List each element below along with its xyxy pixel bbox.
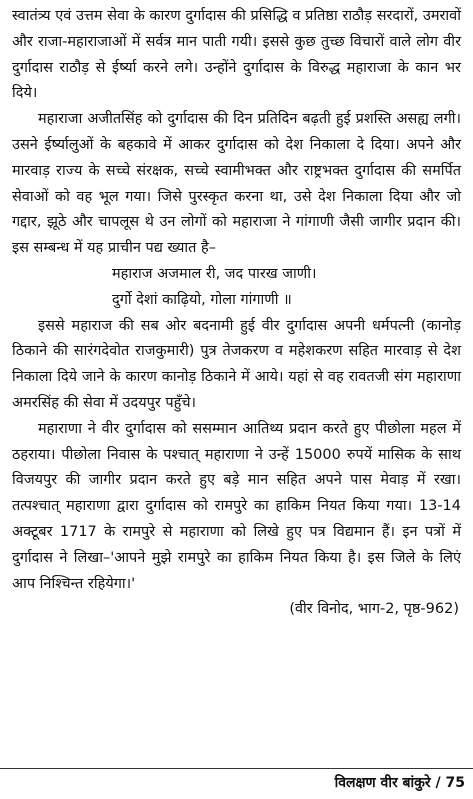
citation: (वीर विनोद, भाग-2, पृष्ठ-962) (289, 601, 459, 618)
footer-divider (0, 768, 473, 769)
body-text (12, 4, 461, 262)
paragraph-4: महाराणा ने वीर दुर्गादास को ससम्मान आतिथ्य प्रदान करते हुए पीछोला महल में ठहराया। पीछोला निवास के पश्चात् महाराणा ने उन्हें 15000 रुपयें मासिक के साथ विजयपुर की जागीर प्रदान करते हुए बड़े मान सहित अपने पास मेवाड़ में रखा। तत्पश्चात् महाराणा द्वारा दुर्गादास को रामपुरे का हाकिम नियत किया गया। 13-14 अक्टूबर 1717 के रामपुरे से महाराणा को लिखे हुए पत्र विद्यमान हैं। इन पत्रों में दुर्गादास ने लिखा–'आपने मुझे रामपुरे का हाकिम नियत किया है। इस जिले के लिएं आप निश्चिन्त रहियेगा।' (12, 420, 461, 592)
footer-separator: / (430, 775, 446, 791)
paragraph-2: महाराजा अजीतसिंह को दुर्गादास की दिन प्रतिदिन बढ़ती हुई प्रशस्ति असह्य लगी। उसने ईर्ष्यालुओं के बहकावे में आकर दुर्गादास को देश निकाला दे दिया। अपने और मारवाड़ राज्य के सच्चे संरक्षक, सच्चे स्वामीभक्त और राष्ट्रभक्त दुर्गादास की समर्पित सेवाओं को वह भूल गया। जिसे पुरस्कृत करना था, उसे देश निकाला दिया और जो गद्दार, झूठे और चापलूस थे उन लोगों को महाराजा ने गांगाणी जैसी जागीर प्रदान की। इस सम्बन्ध में यह प्राचीन पद्य ख्यात है– (12, 111, 461, 257)
page-footer (335, 773, 465, 792)
page-number: 75 (445, 775, 465, 791)
body-text-continued (12, 314, 461, 598)
verse-line-2: दुर्गो देशां काढ़ियो, गोला गांगाणी ॥ (112, 291, 292, 308)
verse-line-1: महाराज अजमाल री, जद पारख जाणी। (112, 265, 317, 282)
paragraph-3: इससे महाराज की सब ओर बदनामी हुई वीर दुर्गादास अपनी धर्मपत्नी (कानोड़ ठिकाने की सारंगदेवोत राजकुमारी) पुत्र तेजकरण व महेशकरण सहित मारवाड़ से देश निकाला दिये जाने के कारण कानोड़ ठिकाने में आये। यहां से वह रावतजी संग महाराणा अमरसिंह की सेवा में उदयपुर पहुँचे। (12, 317, 461, 411)
verse-block (12, 262, 461, 314)
book-title: विलक्षण वीर बांकुरे (334, 775, 431, 791)
paragraph-1: स्वातंत्र्य एवं उत्तम सेवा के कारण दुर्गादास की प्रसिद्धि व प्रतिष्ठा राठौड़ सरदारों, उमरावों और राजा-महाराजाओं में सर्वत्र मान पाती गयी। इससे कुछ तुच्छ विचारों वाले लोग वीर दुर्गादास राठौड़ से ईर्ष्या करने लगे। उन्होंने दुर्गादास के विरुद्ध महाराजा के कान भर दिये। (12, 8, 461, 102)
